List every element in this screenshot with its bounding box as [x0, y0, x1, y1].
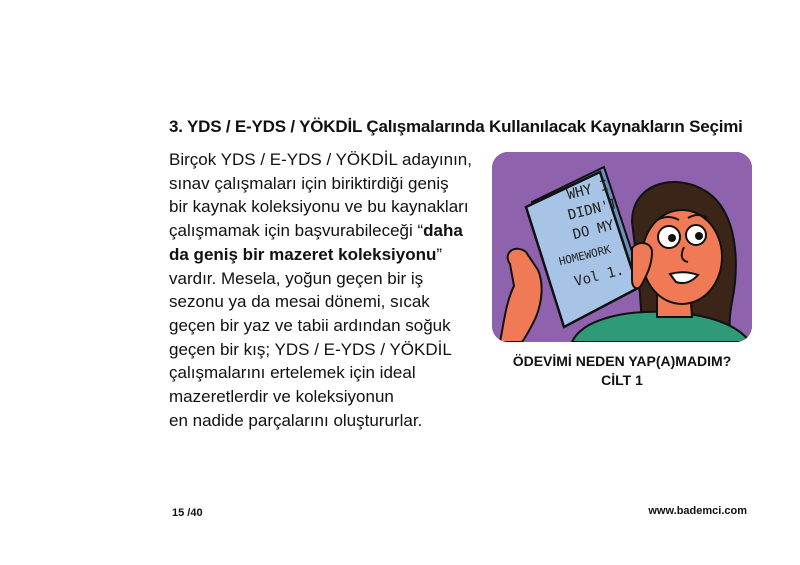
caption-title: ÖDEVİMİ NEDEN YAP(A)MADIM?	[512, 353, 732, 369]
book-title-line: DIDN'T	[566, 195, 620, 224]
emphasis-text: da geniş bir mazeret koleksiyonu	[169, 244, 437, 264]
caption-volume: CİLT 1	[601, 372, 643, 388]
body-line: Birçok YDS / E-YDS / YÖKDİL adayının,	[169, 150, 472, 169]
body-paragraph	[169, 148, 499, 432]
section-heading: 3. YDS / E-YDS / YÖKDİL Çalışmalarında Kullanılacak Kaynakların Seçimi	[169, 117, 743, 136]
body-line: geçen bir yaz ve tabii ardından soğuk	[169, 315, 451, 335]
body-line: bir kaynak koleksiyonu ve bu kaynakları	[169, 197, 469, 217]
body-text-segment: çalışmamak için başvurabileceği “	[169, 221, 424, 241]
website-url: www.bademci.com	[648, 505, 747, 517]
body-line: mazeretlerdir ve koleksiyonun	[169, 387, 394, 407]
body-line	[169, 243, 499, 267]
emphasis-text: daha	[423, 221, 463, 241]
body-line: sınav çalışmaları için biriktirdiği geniş	[169, 173, 449, 193]
body-line: vardır. Mesela, yoğun geçen bir iş	[169, 268, 424, 288]
body-line	[169, 219, 499, 243]
book-title-line: DO MY	[571, 217, 616, 244]
body-line: sezonu ya da mesai dönemi, sıcak	[169, 292, 430, 312]
right-pupil	[695, 232, 703, 240]
body-line: geçen bir kış; YDS / E-YDS / YÖKDİL	[169, 339, 452, 359]
illustration-drawing	[492, 152, 752, 342]
book-title-line: Vol 1.	[572, 262, 626, 291]
book-title-line: WHY I	[565, 177, 611, 204]
closing-quote: ”	[436, 244, 443, 264]
illustration-caption	[492, 352, 752, 390]
page-number: 15 /40	[172, 507, 203, 519]
body-line: en nadide parçalarını oluştururlar.	[169, 410, 423, 430]
homework-book-illustration	[492, 152, 752, 342]
body-line: çalışmalarını ertelemek için ideal	[169, 363, 416, 383]
left-pupil	[668, 234, 676, 242]
book-title-line: HOMEWORK	[557, 242, 613, 269]
